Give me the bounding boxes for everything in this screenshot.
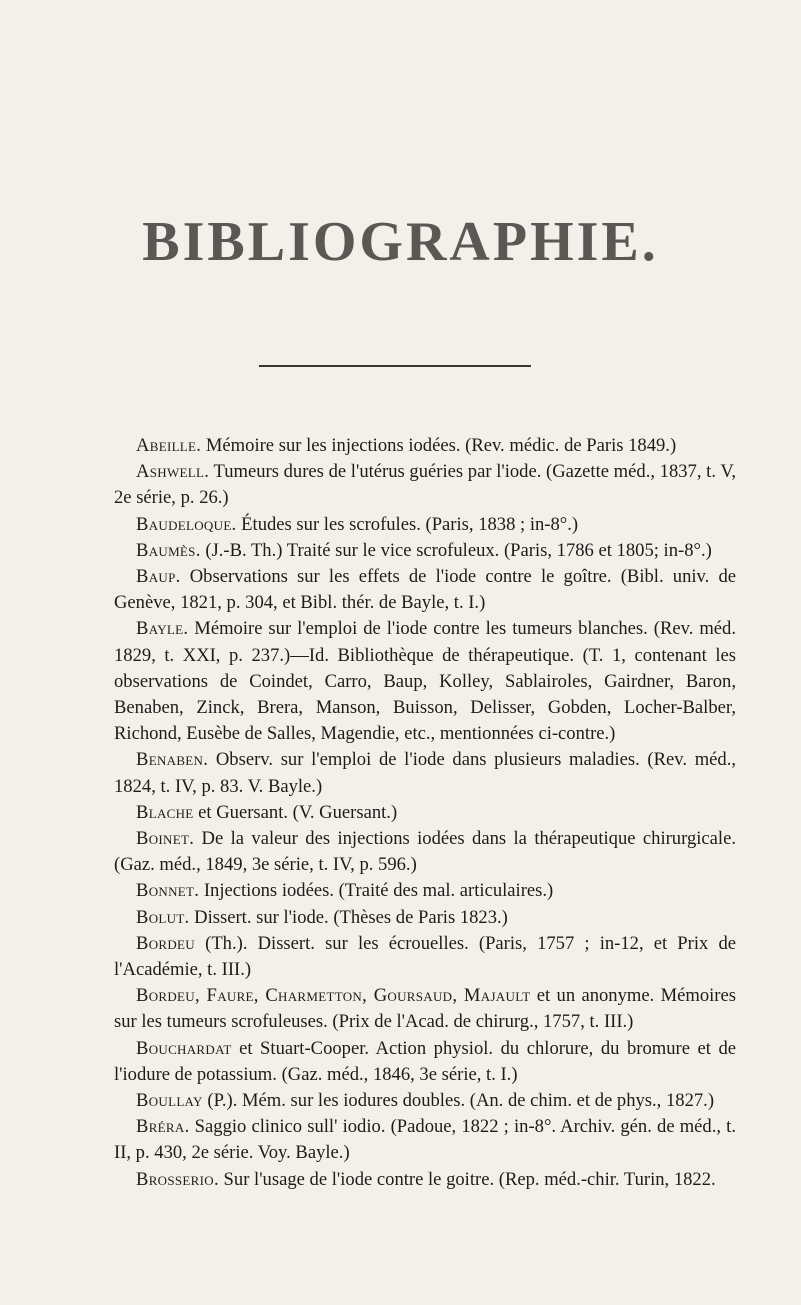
entry-author: Bouchardat bbox=[136, 1037, 232, 1059]
entry-author: Baup. bbox=[136, 566, 181, 588]
entry-author: Baudeloque. bbox=[136, 513, 237, 535]
entry-text: Études sur les scrofules. (Paris, 1838 ; in-8°.) bbox=[236, 513, 579, 535]
bibliography-entry bbox=[114, 538, 736, 564]
entry-text: Injections iodées. (Traité des mal. articulaires.) bbox=[199, 880, 554, 902]
bibliography-entry bbox=[114, 459, 736, 511]
bibliography-entry bbox=[114, 905, 736, 931]
bibliography-entry bbox=[114, 512, 736, 538]
entry-text: Tumeurs dures de l'utérus guéries par l'iode. (Gazette méd., 1837, t. V, 2e série, p. 26.) bbox=[114, 461, 736, 509]
entry-text: Mémoire sur les injections iodées. (Rev. médic. de Paris 1849.) bbox=[201, 435, 677, 456]
title-divider bbox=[259, 365, 531, 367]
entry-text: (J.-B. Th.) Traité sur le vice scrofuleux. (Paris, 1786 et 1805; in-8°.) bbox=[200, 539, 712, 561]
entry-text: (Th.). Dissert. sur les écrouelles. (Paris, 1757 ; in-12, et Prix de l'Académie, t. III.) bbox=[114, 932, 736, 981]
entry-author: Ashwell. bbox=[136, 461, 210, 483]
entry-author: Bordeu, Faure, Charmetton, Goursaud, Majault bbox=[136, 985, 531, 1007]
bibliography-entry bbox=[114, 800, 736, 826]
entry-author: Boinet. bbox=[136, 828, 195, 850]
entry-author: Baumès. bbox=[136, 539, 201, 561]
page-title: BIBLIOGRAPHIE. bbox=[142, 211, 659, 273]
bibliography-entry bbox=[114, 983, 736, 1035]
entry-text: Dissert. sur l'iode. (Thèses de Paris 1823.) bbox=[189, 906, 508, 928]
entry-author: Bréra. bbox=[136, 1116, 190, 1138]
entry-text: et un anonyme. Mémoires sur les tumeurs scrofuleuses. (Prix de l'Acad. de chirurg., 1757, t. III.) bbox=[114, 985, 736, 1033]
bibliography-entry bbox=[114, 433, 736, 459]
entry-text: Saggio clinico sull' iodio. (Padoue, 1822 ; in-8°. Archiv. gén. de méd., t. II, p. 430, 2e série. Voy. Bayle.) bbox=[114, 1116, 736, 1164]
entry-text: Sur l'usage de l'iode contre le goitre. (Rep. méd.-chir. Turin, 1822. bbox=[218, 1168, 716, 1190]
bibliography-entry bbox=[114, 1088, 736, 1114]
bibliography-list bbox=[114, 433, 736, 1193]
entry-author: Brosserio. bbox=[136, 1168, 219, 1190]
bibliography-entry bbox=[114, 564, 736, 616]
entry-author: Blache bbox=[136, 801, 194, 823]
bibliography-entry bbox=[114, 1036, 736, 1088]
entry-author: Benaben. bbox=[136, 749, 209, 771]
entry-text: Observ. sur l'emploi de l'iode dans plusieurs maladies. (Rev. méd., 1824, t. IV, p. 83. V. Bayle.) bbox=[114, 749, 736, 797]
bibliography-entry bbox=[114, 826, 736, 878]
entry-text: et Stuart-Cooper. Action physiol. du chlorure, du bromure et de l'iodure de potassium. (Gaz. méd., 1846, 3e série, t. I.) bbox=[114, 1037, 736, 1085]
bibliography-entry bbox=[114, 931, 736, 983]
entry-author: Bonnet. bbox=[136, 880, 200, 902]
bibliography-entry bbox=[114, 1114, 736, 1166]
bibliography-entry bbox=[114, 747, 736, 799]
entry-text: et Guersant. (V. Guersant.) bbox=[193, 801, 398, 823]
bibliography-entry bbox=[114, 616, 736, 747]
entry-author: Bayle. bbox=[136, 618, 189, 640]
entry-text: Mémoire sur l'emploi de l'iode contre les tumeurs blanches. (Rev. méd. 1829, t. XXI, p. 237.)—Id. Bibliothèque de thérapeutique. (T. 1, contenant les observations de Coindet, Carro, Baup, Kolley, Sablairoles, Gairdner, Baron, Benaben, Zinck, Brera, Manson, Buisson, Delisser, Gobden, Locher-Balber, Richond, Eusèbe de Salles, Magendie, etc., mentionnées ci-contre.) bbox=[114, 618, 736, 745]
entry-text: Observations sur les effets de l'iode contre le goître. (Bibl. univ. de Genève, 1821, p. 304, et Bibl. thér. de Bayle, t. I.) bbox=[114, 566, 736, 614]
entry-author: Bolut. bbox=[136, 906, 190, 928]
entry-text: (P.). Mém. sur les iodures doubles. (An. de chim. et de phys., 1827.) bbox=[202, 1090, 715, 1112]
entry-text: De la valeur des injections iodées dans la thérapeutique chirurgicale. (Gaz. méd., 1849, 3e série, t. IV, p. 596.) bbox=[114, 828, 736, 876]
entry-author: Boullay bbox=[136, 1090, 203, 1112]
entry-author: Abeille. bbox=[136, 435, 202, 456]
bibliography-entry bbox=[114, 1167, 736, 1193]
bibliography-entry bbox=[114, 878, 736, 904]
entry-author: Bordeu bbox=[136, 932, 195, 954]
